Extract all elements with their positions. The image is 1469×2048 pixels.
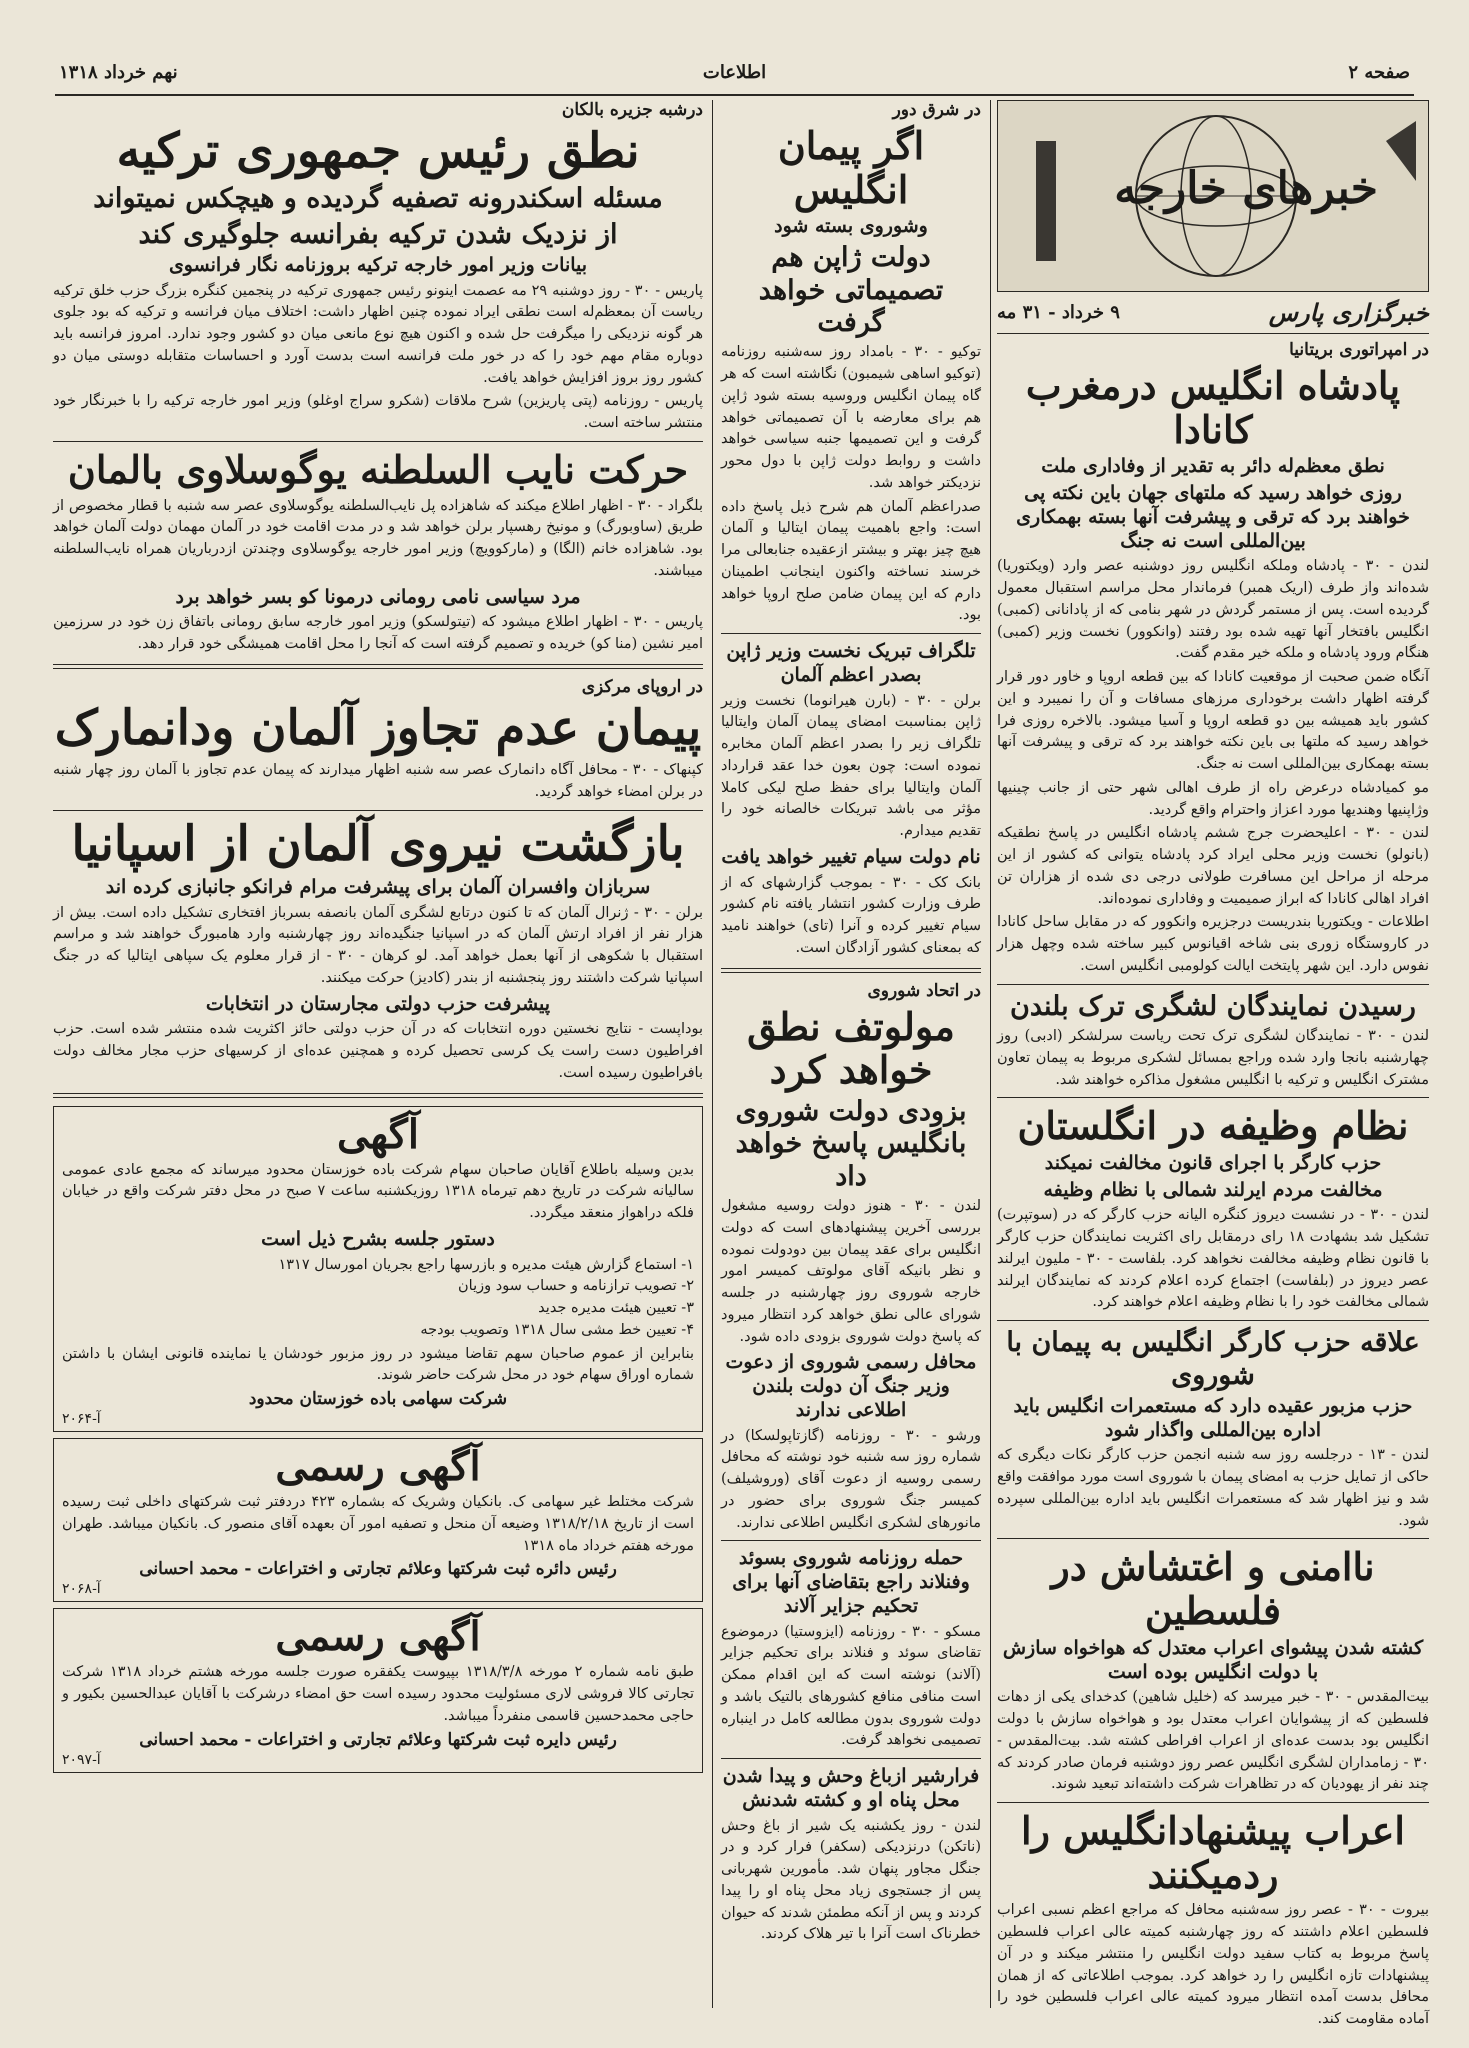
article-text: بانک کک - ۳۰ - بموجب گزارشهای که از طرف وزارت کشور انتشار یافته نام کشور سیام تغییر کرده و آنرا (تای) خواهند نامید که بمعنای کشور آزادگان است. (721, 874, 981, 956)
banner-title: خبرهای خارجه (1114, 163, 1378, 214)
article-text: لندن - ۳۰ - پادشاه وملکه انگلیس روز دوشنبه عصر وارد (ویکتوریا) شده‌اند واز طرف (اریک همبر) فرماندار محل مراسم استقبال معمول گردیده است. پس از مستمر گردش در شهر بنامی که از پادانانی (کمبی) انگلیس بافتخار آنها تهیه شده بود رفتند (وانکوور) نخست وزیر (کمبی) هنگام ورود پادشاه و ملکه خیر مقدم گفت. (997, 558, 1429, 662)
kicker: در اروپای مرکزی (581, 676, 703, 697)
column-foreign-news (997, 100, 1430, 2028)
headline-aland: حمله روزنامه شوروی بسوئد وفنلاند راجع بتقاضای آنها برای تحکیم جزایر آلاند (732, 1547, 970, 1617)
advertisement-3 (53, 1608, 703, 1772)
subhead: بیانات وزیر امور خارجه ترکیه بروزنامه نگار فرانسوی (168, 253, 588, 276)
ad-code: آ-۲۰۶۸ (62, 1581, 101, 1598)
ad-signature: شرکت سهامی باده خوزستان محدود (248, 1389, 508, 1410)
ad-agenda-title: دستور جلسه بشرح ذیل است (261, 1227, 495, 1250)
column-rule (712, 100, 713, 2008)
article-text: مو کمیادشاه درعرض راه از طرف اهالی شهر حتی از جانب چینیها وژاپنیها وهندیها مورد اعزاز واحترام واقع گردید. (997, 779, 1429, 818)
masthead (55, 58, 1414, 96)
subhead: از نزدیک شدن ترکیه بفرانسه جلوگیری کند (138, 218, 618, 250)
page-number: صفحه ۲ (1348, 62, 1410, 83)
subhead: وشوروی بسته شود (774, 215, 928, 238)
agency-date: ۹ خرداد - ۳۱ مه (997, 302, 1120, 323)
article-text: کپنهاک - ۳۰ - محافل آگاه دانمارک عصر سه شنبه اظهار میدارند که پیمان عدم تجاوز با آلمان روز چهار شنبه در برلن امضاء خواهد گردید. (53, 762, 703, 800)
article-text: مسکو - ۳۰ - روزنامه (ایزوستیا) درموضوع تقاضای سوئد و فنلاند برای تحکیم جزایر (آلاند) نوشته است که این اقدام ممکن است منافی منافع کشورهای بالتیک باشد و دولت شوروی بدون مطالعه کامل در اینباره تصمیمی نخواهد گرفت. (721, 1623, 981, 1749)
ad-code: آ-۲۰۹۷ (62, 1751, 101, 1768)
paper-name: اطلاعات (702, 62, 767, 83)
article-text: لندن - ۳۰ - هنوز دولت روسیه مشغول بررسی آخرین پیشنهادهای است که دولت انگلیس برای عقد پیمان بین دودولت نموده و نظر بانیکه آقای مولوتف کمیسر امور خارجه شوروی روز چهارشنبه در جلسه شورای عالی نطق خواهد کرد انتظار میرود که پاسخ دولت شوروی بزودی داده شود. (721, 1198, 981, 1345)
article-text: لندن - ۱۳ - درجلسه روز سه شنبه انجمن حزب کارگر نکات دیگری که حاکی از تمایل حزب به امضای پیمان با شوروی است مورد موافقت واقع شد و نیز اظهار شد که مستعمرات انگلیس باید اداره بین‌المللی سپرده شود. (997, 1447, 1429, 1529)
advertisement-1 (53, 1106, 703, 1433)
ad-text: بنابراین از عموم صاحبان سهم تقاضا میشود در روز مزبور خودشان یا نماینده قانونی ایشان با داشتن شماره اوراق سهام خود در محل شرکت حاضر شوند. (62, 1345, 694, 1384)
headline-lion-escape: فرارشیر ازباغ وحش و پیدا شدن محل پناه او و کشته شدنش (722, 1765, 980, 1811)
article-text: لندن - ۳۰ - اعلیحضرت جرج ششم پادشاه انگلیس در پاسخ نطقیکه (بانولو) نخست وزیر محلی ایراد کرد پادشاه یتوانی که کشور از این مرحله از مراحل این مسافرت طولانی درجی دی شده از هزاران تن افراد اهالی کانادا که ابراز صمیمیت و وفاداری نموده‌اند. (997, 825, 1429, 907)
headline-hungary-elections: پیشرفت حزب دولتی مجارستان در انتخابات (205, 992, 551, 1015)
article-text: بیت‌المقدس - ۳۰ - خبر میرسد که (خلیل شاهین) کدخدای یکی از دهات فلسطین که از پیشوایان اعراب معتدل بود و هواخواه سازش با دولت انگلیس بود بدست عده‌ای از اعراب افراطی کشته شد. بیت‌المقدس - ۳۰ - زمامداران لشگری انگلیس عصر روز دوشنبه فرمان صادر کردند که چند نفر از یهودیان که در تظاهرات شرکت داشته‌اند تبعید شوند. (997, 1689, 1429, 1793)
kicker: در امپراتوری بریتانیا (1289, 340, 1429, 360)
headline-soviet-circles: محافل رسمی شوروی از دعوت وزیر جنگ آن دولت بلندن اطلاعی ندارند (725, 1351, 977, 1421)
subhead: حزب مزبور عقیده دارد که مستعمرات انگلیس باید اداره بین‌المللی واگذار شود (1013, 1394, 1413, 1441)
kicker: درشبه جزیره بالکان (561, 100, 703, 120)
headline-turkish-delegation: رسیدن نمایندگان لشگری ترک بلندن (1010, 990, 1416, 1022)
subhead: مخالفت مردم ایرلند شمالی با نظام وظیفه (1043, 1178, 1383, 1201)
article-text: پاریس - روزنامه (پتی پاریزین) شرح ملاقات (شکرو سراج اوغلو) وزیر امور خارجه ترکیه را با خبرنگار خود منتشر ساخته است. (53, 393, 703, 432)
headline-german-danish-pact: پیمان عدم تجاوز آلمان ودانمارک (54, 699, 702, 756)
agency-name: خبرگزاری پارس (1268, 298, 1429, 327)
article-text: توکیو - ۳۰ - بامداد روز سه‌شنبه روزنامه (توکیو اساهی شیمبون) نگاشته است که هر گاه پیمان انگلیس وروسیه بسته شود ژاپن هم برای معارضه با آن تصمیماتی خواهد گرفت و این تصمیمها جنبه سیاسی خواهد داشت و روابط دولت ژاپن با دول محور نزدیکتر خواهد شد. (721, 344, 981, 491)
article-text: ورشو - ۳۰ - روزنامه (گازتاپولسکا) در شماره روز سه شنبه خود نوشته که محافل رسمی روسیه از دعوت آقای (وروشیلف) کمیسر جنگ شوروی برای حضور در مانورهای لشکری انگلیس اطلاعی ندارند. (721, 1427, 981, 1531)
headline-japan-telegram: تلگراف تبریک نخست وزیر ژاپن بصدر اعظم آلمان (726, 640, 976, 686)
ad-title: آگهی رسمی (275, 1443, 481, 1491)
subhead: نطق معظم‌له دائر به تقدیر از وفاداری ملت (1041, 455, 1385, 478)
ad-title: آگهی (337, 1110, 419, 1158)
foreign-news-banner (997, 100, 1429, 292)
headline-anglo-soviet: اگر پیمان انگلیس (777, 123, 925, 212)
column-europe-and-ads (53, 100, 703, 2008)
ad-signature: رئیس دایره ثبت شرکتها وعلائم تجارتی و اختراعات - محمد احسانی (139, 1729, 617, 1750)
ad-agenda-list (62, 1255, 694, 1342)
subhead: کشته شدن پیشوای اعراب معتدل که هواخواه سازش با دولت انگلیس بوده است (1002, 1636, 1424, 1683)
article-text: لندن - روز یکشنبه یک شیر از باغ وحش (ناتکن) درنزدیکی (سکفر) فرار کرد و در جنگل مجاور پنهان شد. مأمورین شهربانی پس از جستجوی زیاد محل پناه او را پیدا کردند و پس از آنکه مطمئن شدند که حیوان خطرناک است آنرا با تیر هلاک کردند. (721, 1817, 981, 1943)
list-item: ۴- تعیین خط مشی سال ۱۳۱۸ وتصویب بودجه (420, 1321, 694, 1338)
ad-text: طبق نامه شماره ۲ مورخه ۱۳۱۸/۳/۸ بپیوست یکفقره صورت جلسه مورخه هشتم خرداد ۱۳۱۸ شرکت تجارتی کالا فروشی لاری مسئولیت محدود رسیده است حق امضاء درشرکت با آقایان عبدالحسین بکیور و حاجی محمدحسین قاسمی منفرداً میباشد. (62, 1664, 694, 1724)
headline-palestine: ناامنی و اغتشاش در فلسطین (1051, 1544, 1375, 1634)
list-item: ۲- تصویب ترازنامه و حساب سود وزیان (458, 1278, 694, 1295)
ad-text: بدین وسیله باطلاع آقایان صاحبان سهام شرکت باده خوزستان محدود میرساند که مجمع عادی عمومی سالیانه شرکت در تاریخ دهم تیرماه ۱۳۱۸ روزیکشنبه ساعت ۷ صبح در محل دفتر شرکت واقع در خیابان فلکه دراهواز منعقد میگردد. (62, 1161, 694, 1222)
article-text: برلن - ۳۰ - (بارن هیرانوما) نخست وزیر ژاپن بمناسبت امضای پیمان آلمان وایتالیا تلگراف زیر را بصدر اعظم آلمان مخابره نموده است: چون بعون خدا عقد قرارداد آلمان وایتالیا برای حفظ صلح لیکی کاملا مؤثر می باشد تبریکات خالصانه خود را تقدیم میدارم. (721, 692, 981, 840)
article-text: آنگاه ضمن صحبت از موقعیت کانادا که بین قطعه اروپا و خاور دور قرار گرفته اظهار داشت برخوداری مرزهای مسافات و آن را نمیبرد و این کشور باید همیشه بین دو قطعه اروپا و آسیا میشود. بالاخره روزی فرا خواهد رسید که ملتها بی باین نکته خواهند برد که ترقی و پیشرفت آنها بسته بهمکاری بین‌المللی است نه جنگ. (997, 669, 1429, 773)
headline-turkish-president: نطق رئیس جمهوری ترکیه (116, 123, 640, 179)
headline-siam: نام دولت سیام تغییر خواهد یافت (721, 845, 981, 868)
article-text: لندن - ۳۰ - در نشست دیروز کنگره الیانه حزب کارگر که در (سوتپرت) تشکیل شد بشهادت ۱۸ رای درمقابل رای اکثریت نمایندگان حزب کارگر با قانون نظام وظیفه مخالفت نخواهد کرد. بلفاست - ۳۰ - ملیون ایرلند عصر دیروز در (بلفاست) اجتماع کرده اعلام کردند که نمایندگان ایرلند شمالی مخالفت خود را با نظام وظیفه اعلام خواهند کرد. (997, 1207, 1430, 1311)
article-text: بیروت - ۳۰ - عصر روز سه‌شنبه محافل که مراجع اعظم نسبی اعراب فلسطین اعلام داشتند که روز چهارشنبه کمیته عالی اعراب فلسطین پاسخ مربوط به کتاب سفید دولت انگلیس را منتشر میکند و در آن پیشنهادات تازه انگلیس را رد خواهد کرد. بموجب اطلاعاتی که از همان محافل بدست آمده انتظار میرود کمیته عالی اعراب فلسطین خود را آماده مقاومت کند. (997, 1902, 1429, 2028)
article-text: صدراعظم آلمان هم شرح ذیل پاسخ داده است: واجع باهمیت پیمان ایتالیا و آلمان هیچ چیز بهتر و بیشتر ازعقیده جنابعالی مرا خرسند نساخته واکنون اینجانب اطمینان دارم که این پیمان ضامن صلح اروپا خواهد بود. (721, 498, 981, 624)
headline-yugoslav-regent: حرکت نایب السلطنه یوگوسلاوی بالمان (67, 446, 689, 492)
list-item: ۳- تعیین هیئت مدیره جدید (538, 1300, 694, 1317)
advertisement-2 (53, 1438, 703, 1602)
ad-title: آگهی رسمی (275, 1613, 481, 1661)
ad-text: شرکت مختلط غیر سهامی ک. بانکیان وشریک که بشماره ۴۲۳ دردفتر ثبت شرکتهای داخلی ثبت رسیده است از تاریخ ۱۳۱۸/۲/۱۸ وضیعه آن منحل و تصفیه امور آن بعهده آقای منصور ک. بانکیان میباشد. طهران مورخه هفتم خرداد ماه ۱۳۱۸ (62, 1494, 694, 1554)
headline-labour-soviet: علاقه حزب کارگر انگلیس به پیمان با شوروی (1006, 1327, 1420, 1391)
agency-line (997, 298, 1429, 327)
kicker: در شرق دور (892, 100, 981, 120)
headline-molotov: مولوتف نطق خواهد کرد (747, 1003, 955, 1093)
headline-romanian: مرد سیاسی نامی رومانی درمونا کو بسر خواهد برد (175, 585, 581, 608)
subhead: حزب کارگر با اجرای قانون مخالفت نمیکند (1044, 1151, 1382, 1174)
subhead: مسئله اسکندرونه تصفیه گردیده و هیچکس نمیتواند (93, 183, 663, 215)
article-text: اطلاعات - ویکتوریا بندریست درجزیره وانکوور که در مقابل ساحل کانادا در کاروستگاه زوری بنی شاخه اقیانوس کبیر ساخته شده وچهل هزار نفوس دارد. این شهر پایتخت ایالت کولومبی انگلیس است. (997, 914, 1429, 974)
column-far-east (721, 100, 981, 2008)
list-item: ۱- استماع گزارش هیئت مدیره و بازرسها راجع بجریان امورسال ۱۳۱۷ (278, 1256, 694, 1273)
article-text: پاریس - ۳۰ - روز دوشنبه ۲۹ مه عصمت اینونو رئیس جمهوری ترکیه در پنجمین کنگره بزرگ حزب خلق ترکیه ریاست آن بمعظم‌له است نطقی ایراد نموده چنین اظهار داشت: اختلاف میان فرانسه و ترکیه که بود جلوی هر گونه نزدیکی را میگرفت حل شده و اکنون هیچ نوع مانعی میان دو کشور وجود ندارد. امروز فرانسه باید دوباره مقام مهم خود را که در خور ملت فرانسه است بدست آورد و احساسات متقابله دوستی میان دو کشور روز بروز افزایش خواهد یافت. (53, 282, 703, 386)
article-text: بوداپست - نتایج نخستین دوره انتخابات که در آن حزب دولتی حائز اکثریت شده منتشر شده است. حزب افراطیون دست راست یک کرسی تحصیل کرده و همچنین عده‌ای از کرسیهای حزب مجار مخالف دولت بافراطیون رسیده است. (53, 1021, 703, 1081)
kicker: در اتحاد شوروی (867, 980, 981, 1001)
headline-king-canada: پادشاه انگلیس درمغرب کانادا (1025, 363, 1401, 452)
subhead: سربازان وافسران آلمان برای پیشرفت مرام فرانکو جانبازی کرده اند (105, 875, 651, 898)
column-rule (990, 100, 991, 2008)
subhead: روزی خواهد رسید که ملتهای جهان باین نکته پی خواهند برد که ترقی و پیشرفت آنها بسته بهمکاری بین‌المللی است نه جنگ (1016, 482, 1410, 552)
ad-signature: رئیس دائره ثبت شرکتها وعلائم تجارتی و اختراعات - محمد احسانی (139, 1559, 617, 1580)
headline-conscription: نظام وظیفه در انگلستان (1017, 1103, 1409, 1149)
subhead: بزودی دولت شوروی بانگلیس پاسخ خواهد داد (735, 1095, 967, 1192)
subhead: دولت ژاپن هم تصمیماتی خواهد گرفت (758, 242, 944, 338)
article-text: بلگراد - ۳۰ - اظهار اطلاع میکند که شاهزاده پل نایب‌السلطنه یوگوسلاوی عصر سه شنبه با قطار مخصوص از طریق (ساوبورگ) و مونیخ رهسپار برلن خواهد شد و در مدت اقامت خود در آلمان مهمان دولت آلمان خواهد بود. شاهزاده خانم (الگا) و (مارکوویچ) وزیر امور خارجه یوگوسلاوی وچندتن ازدرباریان همراه نایب‌السلطنه میباشند. (53, 497, 703, 579)
ad-code: آ-۲۰۶۴ (62, 1411, 101, 1428)
issue-date: نهم خرداد ۱۳۱۸ (59, 62, 178, 83)
article-text: پاریس - ۳۰ - اظهار اطلاع میشود که (تیتولسکو) وزیر امور خارجه سابق رومانی باتفاق زن خود در سرزمین امیر نشین (منا کو) خریده و تصمیم گرفته است که آنجا را محل اقامت همیشگی خود قرار دهد. (53, 614, 703, 653)
article-text: برلن - ۳۰ - ژنرال آلمان که تا کنون درتابع لشگری آلمان بانصفه بسرباز افتخاری تشکیل داده است. بیش از هزار نفر از افراد ارتش آلمان که در اسپانیا جنگیده‌اند روز چهارشنبه وارد هامبورگ خواهند شد و مراسم استقبال با شکوهی از آنها بعمل خواهد آمد. لو کرهان - ۳۰ - از قرار معلوم یک سپاهی ایتالیا که در جنگ اسپانیا شرکت داشتند روز پنجشنبه از بندر (کادیز) حرکت میکنند. (53, 904, 703, 986)
headline-german-return-spain: بازگشت نیروی آلمان از اسپانیا (71, 815, 685, 872)
article-text: لندن - ۳۰ - نمایندگان لشگری ترک تحت ریاست سرلشکر (ادبی) روز چهارشنبه بانجا وارد شده وراجع بمسائل لشکری مربوط به پیمان تعاون مشترک انگلیس و ترکیه با انگلیس مشغول مذاکره خواهند شد. (997, 1028, 1429, 1088)
headline-arabs-reject: اعراب پیشنهادانگلیس را ردمیکنند (1021, 1808, 1405, 1897)
